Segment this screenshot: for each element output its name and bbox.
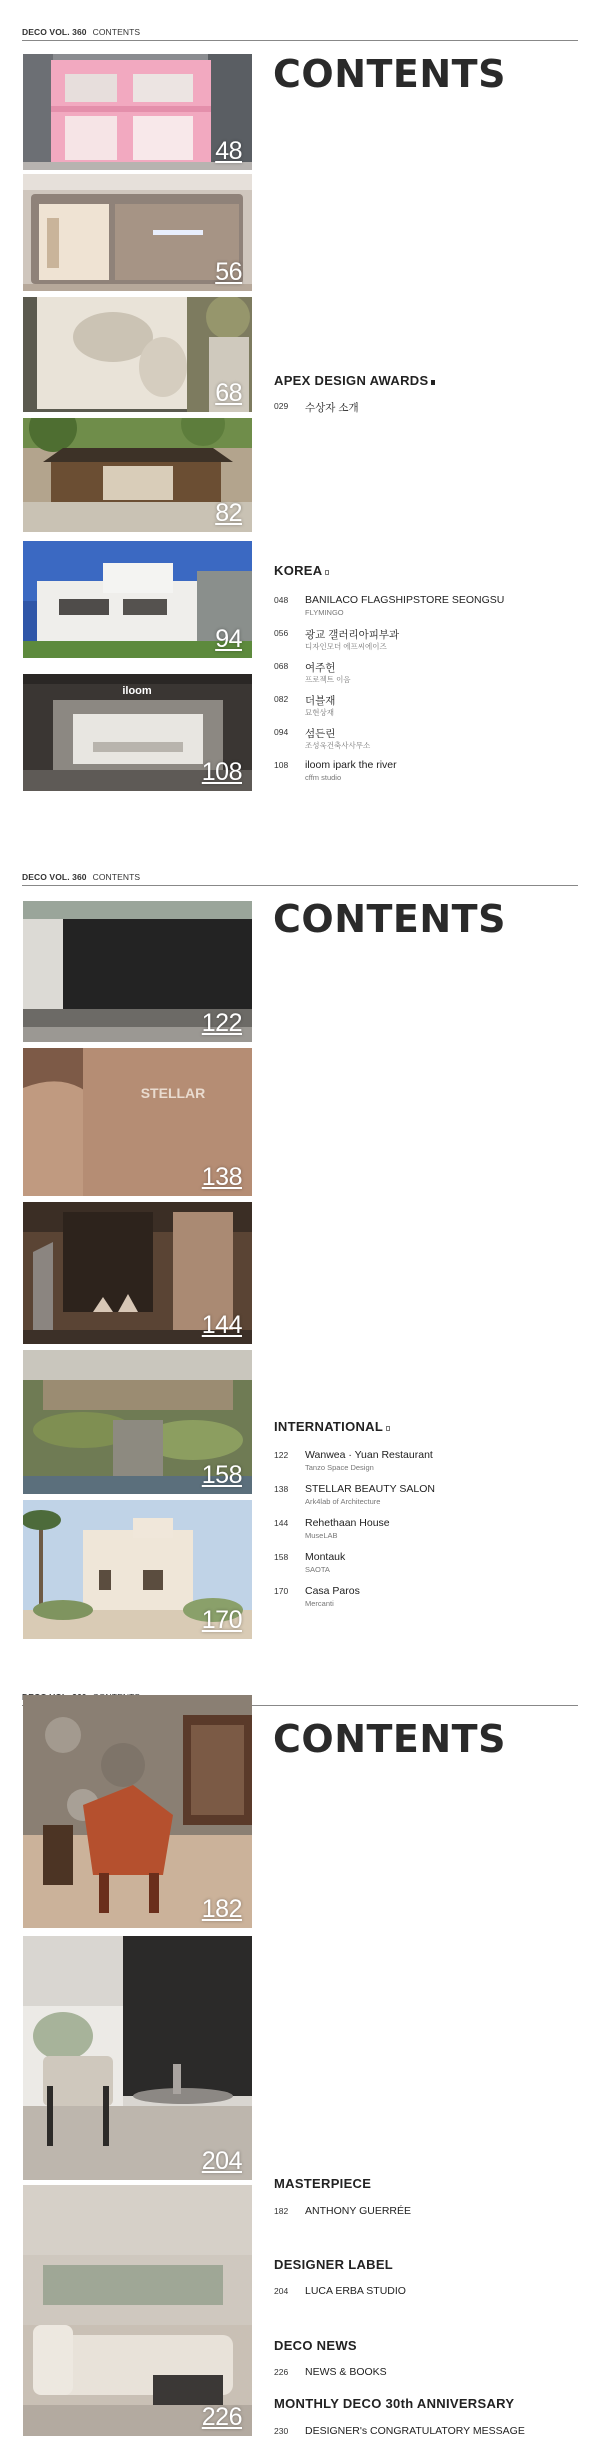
photo-tile-68[interactable] — [23, 297, 252, 412]
entry-page: 094 — [274, 727, 289, 737]
photo-tile-94[interactable] — [23, 541, 252, 658]
entry-designer: Ark4lab of Architecture — [305, 1497, 381, 1506]
page-title: CONTENTS — [273, 1717, 506, 1761]
entry-page: 048 — [274, 595, 289, 605]
entry-title: 광교 갤러리아피부과 — [305, 629, 400, 641]
photo-tile-170[interactable] — [23, 1500, 252, 1639]
entry-designer: 묘현상재 — [305, 708, 334, 717]
entry-designer: FLYMINGO — [305, 608, 344, 617]
page-number: 158 — [201, 1461, 242, 1489]
photo-tile-82[interactable] — [23, 418, 252, 532]
photo-tile-56[interactable] — [23, 174, 252, 291]
entry-page: 182 — [274, 2206, 289, 2216]
entry-designer: 디자인모더 에프씨에이즈 — [305, 642, 387, 651]
entry-title: 수상자 소개 — [305, 402, 359, 414]
entry-page: 068 — [274, 661, 289, 671]
page-number: 138 — [201, 1163, 242, 1191]
square-marker-icon — [325, 570, 329, 575]
page-number: 94 — [215, 625, 242, 653]
page-number: 48 — [215, 137, 242, 165]
storefront-sign: iloom — [122, 685, 152, 697]
section-heading-designer-label: DESIGNER LABEL — [274, 2257, 394, 2272]
contents-page-3 — [0, 1665, 600, 2456]
entry-title: 더블재 — [305, 695, 336, 707]
page-header — [22, 872, 140, 882]
photo-tile-182[interactable] — [23, 1695, 252, 1928]
entry-title: 섬든린 — [305, 728, 336, 740]
entry-page: 230 — [274, 2426, 289, 2436]
entry-title: Wanwea · Yuan Restaurant — [305, 1449, 433, 1461]
entry-designer: Mercanti — [305, 1599, 334, 1608]
photo-tile-226[interactable] — [23, 2185, 252, 2436]
section-heading-deco-news: DECO NEWS — [274, 2338, 357, 2353]
entry-page: 158 — [274, 1552, 289, 1562]
photo-tile-144[interactable] — [23, 1202, 252, 1344]
volume-label: DECO VOL. 360 — [22, 872, 87, 882]
section-label: CONTENTS — [92, 872, 141, 882]
entry-page: 082 — [274, 694, 289, 704]
page-number: 122 — [201, 1009, 242, 1037]
entry-designer: Tanzo Space Design — [305, 1463, 374, 1472]
entry-designer: 프로젝트 이음 — [305, 675, 351, 684]
entry-page: 122 — [274, 1450, 289, 1460]
page-number: 56 — [215, 258, 242, 286]
entry-title: DESIGNER's CONGRATULATORY MESSAGE — [305, 2425, 525, 2437]
photo-tile-204[interactable] — [23, 1936, 252, 2180]
contents-page-2 — [0, 845, 600, 1635]
entry-page: 226 — [274, 2367, 289, 2377]
page-title: CONTENTS — [273, 52, 506, 96]
square-marker-icon — [386, 1426, 390, 1431]
entry-page: 204 — [274, 2286, 289, 2296]
section-heading-apex: APEX DESIGN AWARDS — [274, 373, 435, 388]
section-label: CONTENTS — [92, 27, 141, 37]
page-number: 170 — [201, 1606, 242, 1634]
page-number: 226 — [201, 2403, 242, 2431]
volume-label: DECO VOL. 360 — [22, 27, 87, 37]
page-number: 182 — [201, 1895, 242, 1923]
header-rule — [22, 40, 578, 41]
entry-designer: 조성욱건축사사무소 — [305, 741, 371, 750]
entry-title: STELLAR BEAUTY SALON — [305, 1483, 435, 1495]
photo-tile-138[interactable] — [23, 1048, 252, 1196]
contents-page-1 — [0, 0, 600, 820]
entry-title: 여주헌 — [305, 662, 336, 674]
entry-title: LUCA ERBA STUDIO — [305, 2285, 406, 2297]
page-number: 204 — [201, 2147, 242, 2175]
page-number: 144 — [201, 1311, 242, 1339]
entry-page: 029 — [274, 401, 289, 411]
section-heading-anniversary: MONTHLY DECO 30th ANNIVERSARY — [274, 2396, 515, 2411]
section-heading-masterpiece: MASTERPIECE — [274, 2176, 372, 2191]
entry-title: Casa Paros — [305, 1585, 360, 1597]
page-header — [22, 27, 140, 37]
entry-title: Montauk — [305, 1551, 346, 1563]
entry-title: ANTHONY GUERRÉE — [305, 2205, 411, 2217]
page-number: 108 — [201, 758, 242, 786]
photo-tile-158[interactable] — [23, 1350, 252, 1494]
photo-tile-122[interactable] — [23, 901, 252, 1042]
wall-sign: STELLAR — [140, 1085, 206, 1101]
entry-title: BANILACO FLAGSHIPSTORE SEONGSU — [305, 594, 505, 606]
entry-page: 056 — [274, 628, 289, 638]
entry-page: 144 — [274, 1518, 289, 1528]
entry-title: Rehethaan House — [305, 1517, 390, 1529]
section-heading-korea: KOREA — [274, 563, 329, 578]
page-title: CONTENTS — [273, 897, 506, 941]
entry-designer: MuseLAB — [305, 1531, 338, 1540]
entry-page: 108 — [274, 760, 289, 770]
entry-designer: SAOTA — [305, 1565, 330, 1574]
entry-page: 138 — [274, 1484, 289, 1494]
entry-title: NEWS & BOOKS — [305, 2366, 387, 2378]
section-heading-international: INTERNATIONAL — [274, 1419, 390, 1434]
page-number: 82 — [215, 499, 242, 527]
header-rule — [22, 885, 578, 886]
photo-tile-48[interactable] — [23, 54, 252, 170]
entry-page: 170 — [274, 1586, 289, 1596]
photo-tile-108[interactable] — [23, 674, 252, 791]
entry-designer: cffm studio — [305, 773, 342, 782]
page-number: 68 — [215, 379, 242, 407]
entry-title: iloom ipark the river — [305, 759, 397, 771]
square-marker-icon — [431, 380, 435, 385]
